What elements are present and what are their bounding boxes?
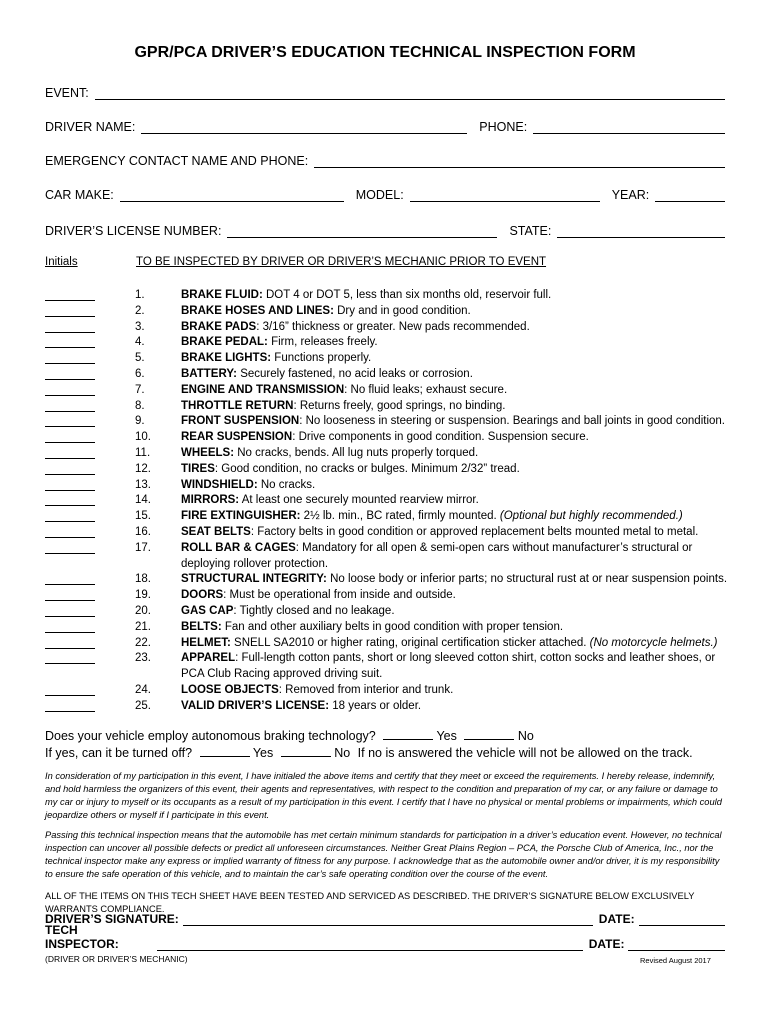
item-number: 10. [135, 431, 151, 444]
item-description: No cracks. [257, 478, 316, 491]
initials-field[interactable] [45, 604, 95, 617]
item-number: 1. [135, 289, 145, 301]
year-field[interactable] [655, 189, 725, 202]
initials-field[interactable] [45, 304, 95, 317]
event-field[interactable] [95, 87, 725, 100]
item-title: FIRE EXTINGUISHER: [181, 510, 301, 523]
item-description: : No looseness in steering or suspension. Bearings and ball joints in good condition. [299, 415, 725, 428]
item-number: 18. [135, 573, 151, 586]
disclaimer-paragraph: Passing this technical inspection means that the automobile has met certain minimum standards for participation in a driver’s education event. However, no technical inspection can uncover all possible defects or predict all unforeseen circumstances. Neither Great Plains Region – PCA, the Porsche Club of America, Inc., nor the technical inspector make any express or implied warranty of fitness for any purpose. I acknowledge that as the automobile owner and/or driver, it is my responsibility to ensure the safe operation of this vehicle, and to maintain the car’s safe operating condition over the course of the event. [45, 830, 722, 879]
initials-field[interactable] [45, 683, 95, 696]
item-text [181, 588, 741, 604]
item-title: MIRRORS: [181, 494, 240, 507]
initials-field[interactable] [45, 588, 95, 601]
driver-signature-field[interactable] [183, 913, 593, 926]
item-description: : Must be operational from inside and outside. [223, 589, 456, 602]
initials-field[interactable] [45, 320, 95, 333]
item-text [181, 509, 741, 525]
item-number: 8. [135, 399, 145, 412]
item-text [181, 651, 741, 683]
item-description: : Factory belts in good condition or approved replacement belts mounted metal to metal. [250, 526, 699, 538]
item-text [181, 335, 741, 351]
item-description: Firm, releases freely. [267, 336, 378, 349]
initials-field[interactable] [45, 335, 95, 348]
item-text [181, 446, 741, 462]
item-number: 12. [135, 462, 151, 475]
item-text [181, 525, 741, 541]
item-text [181, 351, 741, 367]
item-title: LOOSE OBJECTS [181, 684, 279, 696]
item-text [181, 288, 741, 304]
state-field[interactable] [557, 225, 725, 238]
abs-q1-no-label: No [517, 729, 534, 743]
item-title: WHEELS: [181, 447, 235, 459]
item-number: 9. [135, 415, 145, 428]
license-row [45, 222, 725, 238]
initials-field[interactable] [45, 699, 95, 712]
revised-date: Revised August 2017 [640, 956, 711, 965]
item-title: BRAKE FLUID: [181, 289, 263, 301]
item-text [181, 383, 741, 399]
initials-field[interactable] [45, 525, 95, 538]
item-title: STRUCTURAL INTEGRITY: [181, 573, 327, 586]
item-number: 6. [135, 368, 145, 380]
item-description: : Full-length cotton pants, short or long sleeved cotton shirt, cotton socks and leather shoes, or PCA Club Racing approved driving suit. [181, 652, 716, 681]
abs-q2-note: If no is answered the vehicle will not be allowed on the track. [357, 746, 693, 760]
item-title: ROLL BAR & CAGES [181, 541, 296, 554]
item-title: VALID DRIVER’S LICENSE: [181, 699, 330, 712]
abs-q2-yes-label: Yes [252, 746, 274, 760]
tech-inspector-row [45, 923, 725, 951]
item-number: 7. [135, 383, 145, 396]
item-title: BRAKE PADS [181, 320, 257, 333]
item-text [181, 604, 741, 620]
item-title: BRAKE LIGHTS: [181, 352, 272, 365]
tech-date-field[interactable] [628, 938, 725, 951]
item-text [181, 367, 741, 383]
item-number: 2. [135, 304, 145, 317]
abs-q2-no-label: No [334, 746, 351, 760]
abs-q1-text: Does your vehicle employ autonomous braking technology? [45, 729, 376, 743]
item-description: : Good condition, no cracks or bulges. Minimum 2/32” tread. [214, 462, 520, 475]
item-description: : No fluid leaks; exhaust secure. [344, 383, 508, 396]
item-number: 11. [135, 447, 151, 459]
initials-field[interactable] [45, 541, 95, 554]
item-text [181, 399, 741, 415]
inspect-header: TO BE INSPECTED BY DRIVER OR DRIVER’S MECHANIC PRIOR TO EVENT [136, 256, 547, 268]
tech-date-label: DATE: [588, 937, 625, 951]
abs-q2-yes-field[interactable] [200, 745, 250, 757]
initials-field[interactable] [45, 383, 95, 396]
item-description: 2½ lb. min., BC rated, firmly mounted. [300, 510, 500, 523]
initials-field[interactable] [45, 288, 95, 301]
item-title: ENGINE AND TRANSMISSION [181, 383, 345, 396]
driver-date-field[interactable] [639, 913, 725, 926]
emergency-row [45, 152, 725, 168]
item-title: REAR SUSPENSION [181, 431, 293, 444]
item-title: TIRES [181, 462, 215, 475]
car-row [45, 186, 725, 202]
license-field[interactable] [227, 225, 497, 238]
item-title: SEAT BELTS [181, 526, 251, 538]
item-text [181, 699, 741, 715]
item-title: THROTTLE RETURN [181, 399, 294, 412]
item-description: DOT 4 or DOT 5, less than six months old, reservoir full. [262, 289, 552, 301]
item-title: BRAKE HOSES AND LINES: [181, 304, 334, 317]
tech-inspector-label: TECH INSPECTOR: [45, 923, 119, 951]
item-description: 18 years or older. [329, 699, 422, 712]
initials-field[interactable] [45, 430, 95, 443]
state-label: STATE: [509, 224, 552, 238]
abs-question-1 [45, 728, 534, 743]
item-description: Securely fastened, no acid leaks or corrosion. [237, 368, 473, 380]
item-description: : Returns freely, good springs, no binding. [293, 399, 506, 412]
item-description: Dry and in good condition. [333, 304, 471, 317]
driver-date-label: DATE: [598, 912, 635, 926]
abs-question-2 [45, 745, 693, 760]
model-field[interactable] [410, 189, 600, 202]
abs-q1-no-field[interactable] [464, 728, 514, 740]
item-description: Fan and other auxiliary belts in good condition with proper tension. [221, 620, 564, 633]
initials-field[interactable] [45, 478, 95, 491]
item-number: 5. [135, 352, 145, 365]
driver-signature-label: DRIVER’S SIGNATURE: [45, 912, 179, 926]
item-text [181, 304, 741, 320]
initials-field[interactable] [45, 446, 95, 459]
item-number: 3. [135, 320, 145, 333]
initials-field[interactable] [45, 651, 95, 664]
item-number: 17. [135, 541, 151, 554]
item-number: 15. [135, 510, 151, 523]
phone-label: PHONE: [479, 120, 528, 134]
item-title: APPAREL [181, 652, 236, 665]
item-number: 20. [135, 605, 151, 617]
initials-field[interactable] [45, 462, 95, 475]
abs-q1-yes-field[interactable] [383, 728, 433, 740]
item-title: DOORS [181, 589, 224, 602]
item-number: 14. [135, 494, 151, 507]
abs-q2-text: If yes, can it be turned off? [45, 746, 193, 760]
year-label: YEAR: [611, 188, 650, 202]
item-description: SNELL SA2010 or higher rating, original certification sticker attached. [230, 636, 590, 649]
license-label: DRIVER’S LICENSE NUMBER: [45, 224, 222, 238]
release-paragraph: In consideration of my participation in this event, I have initialed the above items and certify that they meet or exceed the requirements. I hereby release, indemnify, and hold harmless the organizers of this event, their agents and representatives, with respect to the condition and preparation of my car, or any failure or damage to my car or injury to myself or its occupants as a result of my participation in this event. I certify that I have no physical or mental problems or impairments, which could jeopardize others or myself if I participate in this event. [45, 771, 722, 820]
item-number: 25. [135, 699, 151, 712]
car-make-label: CAR MAKE: [45, 188, 114, 202]
item-description: Functions properly. [271, 352, 372, 365]
item-number: 13. [135, 478, 151, 491]
item-number: 22. [135, 636, 151, 649]
item-title: HELMET: [181, 636, 231, 649]
initials-field[interactable] [45, 414, 95, 427]
initials-field[interactable] [45, 509, 95, 522]
item-description: : Drive components in good condition. Suspension secure. [292, 431, 589, 444]
item-description: : Removed from interior and trunk. [278, 684, 454, 696]
mechanic-note: (DRIVER OR DRIVER’S MECHANIC) [45, 954, 188, 964]
driver-name-field[interactable] [141, 121, 467, 134]
item-title: FRONT SUSPENSION [181, 415, 300, 428]
form-title: GPR/PCA DRIVER’S EDUCATION TECHNICAL INSPECTION FORM [134, 44, 636, 61]
initials-field[interactable] [45, 351, 95, 364]
tech-inspector-field[interactable] [157, 938, 583, 951]
item-title: BELTS: [181, 620, 222, 633]
item-text [181, 572, 741, 588]
item-text [181, 636, 741, 652]
item-number: 4. [135, 336, 145, 349]
initials-field[interactable] [45, 620, 95, 633]
item-description: At least one securely mounted rearview mirror. [239, 494, 479, 507]
item-title: BRAKE PEDAL: [181, 336, 268, 349]
abs-q2-no-field[interactable] [281, 745, 331, 757]
item-number: 21. [135, 620, 151, 633]
abs-q1-yes-label: Yes [436, 729, 457, 743]
item-text [181, 620, 741, 636]
item-text [181, 414, 741, 430]
item-description: No loose body or inferior parts; no structural rust at or near suspension points. [326, 573, 728, 586]
item-number: 16. [135, 526, 151, 538]
initials-header: Initials [45, 256, 78, 268]
initials-field[interactable] [45, 399, 95, 412]
item-title: WINDSHIELD: [181, 478, 258, 491]
item-text [181, 541, 741, 573]
phone-field[interactable] [533, 121, 725, 134]
car-make-field[interactable] [120, 189, 344, 202]
item-number: 19. [135, 589, 151, 602]
item-description: No cracks, bends. All lug nuts properly torqued. [234, 447, 479, 459]
driver-row [45, 118, 725, 134]
compliance-statement: ALL OF THE ITEMS ON THIS TECH SHEET HAVE BEEN TESTED AND SERVICED AS DESCRIBED. THE DRIVER’S SIGNATURE BELOW EXCLUSIVELY WARRANTS COMPLIANCE. [45, 891, 695, 914]
item-note: (No motorcycle helmets.) [589, 636, 718, 649]
emergency-label: EMERGENCY CONTACT NAME AND PHONE: [45, 154, 309, 168]
item-text [181, 478, 741, 494]
item-number: 23. [135, 652, 151, 665]
item-description: : 3/16” thickness or greater. New pads recommended. [256, 320, 530, 333]
initials-field[interactable] [45, 493, 95, 506]
event-label: EVENT: [45, 86, 89, 100]
item-text [181, 320, 741, 336]
item-note: (Optional but highly recommended.) [499, 510, 683, 523]
initials-field[interactable] [45, 367, 95, 380]
item-text [181, 683, 741, 699]
initials-field[interactable] [45, 636, 95, 649]
item-text [181, 462, 741, 478]
emergency-field[interactable] [314, 155, 725, 168]
item-description: : Mandatory for all open & semi-open cars without manufacturer’s structural or deploying rollover protection. [181, 541, 693, 570]
item-description: : Tightly closed and no leakage. [233, 605, 395, 617]
item-number: 24. [135, 684, 151, 696]
initials-field[interactable] [45, 572, 95, 585]
model-label: MODEL: [355, 188, 404, 202]
item-title: BATTERY: [181, 368, 238, 380]
item-text [181, 493, 741, 509]
item-title: GAS CAP [181, 605, 234, 617]
event-row [45, 84, 725, 100]
item-text [181, 430, 741, 446]
driver-name-label: DRIVER NAME: [45, 120, 136, 134]
